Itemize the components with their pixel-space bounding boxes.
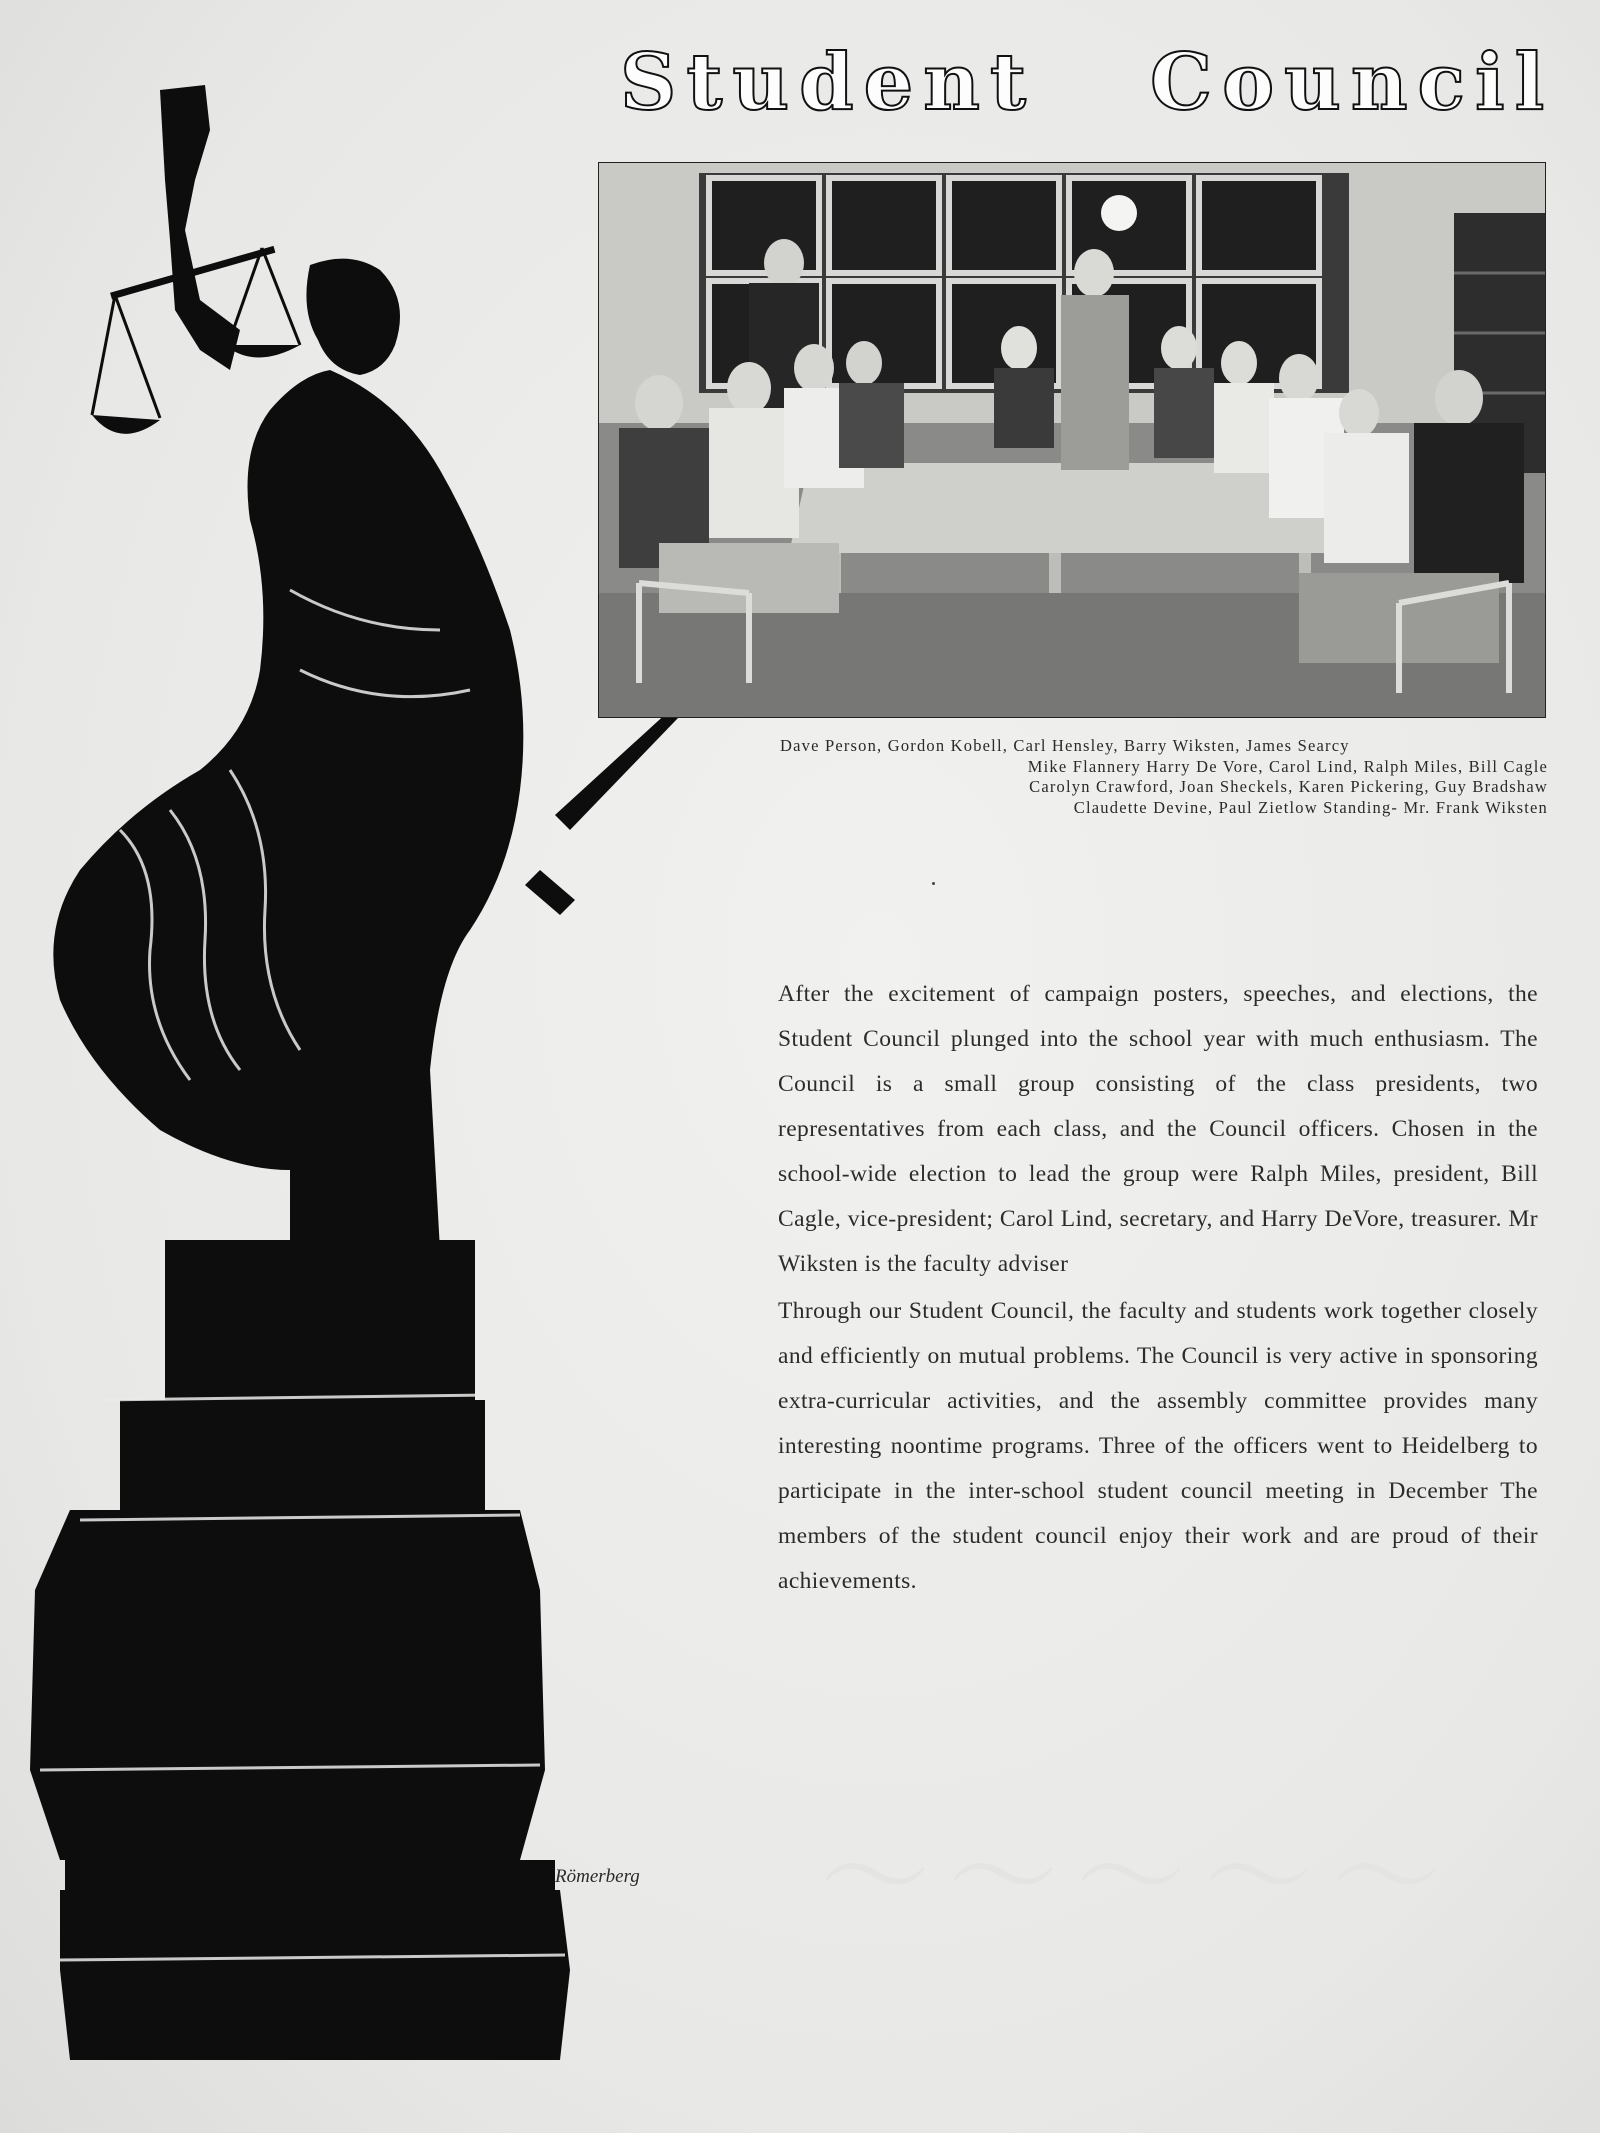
show-through-watermark: 〜〜〜〜〜 (820, 1814, 1460, 1942)
caption-line: Claudette Devine, Paul Zietlow Standing- Mr. Frank Wiksten (1073, 797, 1548, 817)
caption-line: Dave Person, Gordon Kobell, Carl Hensley, Barry Wiksten, James Searcy (780, 736, 1350, 755)
ink-speck (932, 882, 935, 885)
paragraph: Through our Student Council, the faculty and students work together closely and efficiently on mutual problems. The Council is very active in sponsoring extra-curricular activities, and the assembly committee provides many interesting noontime programs. Three of the officers went to Heidelberg to participate in the inter-school student council meeting in December The members of the student council enjoy their work and are proud of their achievements. (778, 1298, 1538, 1594)
title-word-council: Council (1150, 37, 1555, 128)
illustration-credit: Römerberg (555, 1866, 640, 1887)
page-title (620, 37, 1555, 128)
justice-statue-icon (0, 70, 700, 2060)
caption-line: Carolyn Crawford, Joan Sheckels, Karen Pickering, Guy Bradshaw (1029, 777, 1548, 796)
caption-line: Mike Flannery Harry De Vore, Carol Lind, Ralph Miles, Bill Cagle (1027, 756, 1548, 776)
paragraph: After the excitement of campaign posters, speeches, and elections, the Student Council plunged into the school year with much enthusiasm. The Council is a small group consisting of the class presidents, two representatives from each class, and the Council officers. Chosen in the school-wide election to lead the group were Ralph Miles, president, Bill Cagle, vice-president; Carol Lind, secretary, and Harry DeVore, treasurer. Mr Wiksten is the faculty adviser (778, 981, 1538, 1277)
article-body (778, 972, 1538, 1604)
photo-caption (740, 736, 1548, 818)
title-word-student: Student (620, 37, 1036, 128)
group-photo (598, 162, 1546, 718)
